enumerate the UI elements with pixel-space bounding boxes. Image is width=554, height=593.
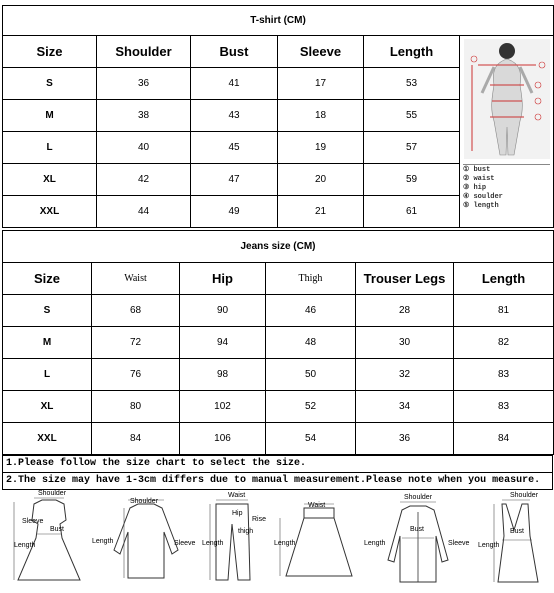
table-cell: 61 [364, 196, 460, 228]
garment-measure-figures [2, 490, 553, 588]
pants-rise-label: Rise [252, 516, 267, 523]
table-cell: 80 [92, 391, 180, 423]
legend-bust: ① bust [463, 166, 491, 174]
table-cell: 40 [97, 132, 191, 164]
table-cell: 84 [454, 423, 554, 455]
table-cell: 42 [97, 164, 191, 196]
table-row [3, 327, 554, 359]
dress-figure [6, 490, 92, 588]
table-cell: 30 [356, 327, 454, 359]
jacket-shoulder-label: Shoulder [404, 494, 433, 501]
table-cell: 20 [278, 164, 364, 196]
table-cell: 43 [191, 100, 278, 132]
tank-figure [476, 490, 553, 588]
tshirt-header-bust: Bust [191, 36, 278, 68]
jeans-size-table [2, 230, 554, 455]
pants-icon [202, 490, 272, 588]
dress-sleeve-label: Sleeve [22, 518, 44, 525]
size-cell: XL [3, 164, 97, 196]
pants-thigh-label: thigh [238, 528, 254, 535]
tshirt-table-title: T-shirt (CM) [3, 6, 554, 36]
sweater-figure [92, 490, 202, 588]
pants-figure [202, 490, 272, 588]
jacket-length-label: Length [364, 540, 386, 547]
skirt-length-label: Length [274, 540, 296, 547]
table-cell: 83 [454, 391, 554, 423]
sweater-shoulder-label: Shoulder [130, 498, 159, 505]
jacket-icon [364, 490, 474, 588]
table-row [3, 391, 554, 423]
table-cell: 44 [97, 196, 191, 228]
table-cell: 41 [191, 68, 278, 100]
note-1: 1.Please follow the size chart to select the size. [3, 456, 552, 473]
table-cell: 55 [364, 100, 460, 132]
table-cell: 28 [356, 295, 454, 327]
size-notes [2, 455, 553, 490]
sweater-sleeve-label: Sleeve [174, 540, 196, 547]
tshirt-header-sleeve: Sleeve [278, 36, 364, 68]
legend-length: ⑤ length [463, 202, 499, 210]
size-cell: XXL [3, 423, 92, 455]
size-cell: M [3, 100, 97, 132]
table-cell: 106 [180, 423, 266, 455]
jeans-header-hip: Hip [180, 263, 266, 295]
tshirt-header-length: Length [364, 36, 460, 68]
size-cell: S [3, 68, 97, 100]
tank-shoulder-label: Shoulder [510, 492, 539, 499]
table-cell: 36 [97, 68, 191, 100]
table-cell: 34 [356, 391, 454, 423]
size-cell: XXL [3, 196, 97, 228]
jeans-table-title: Jeans size (CM) [3, 231, 554, 263]
size-cell: L [3, 359, 92, 391]
note-2: 2.The size may have 1-3cm differs due to manual measurement.Please note when you measure. [3, 473, 552, 490]
table-cell: 102 [180, 391, 266, 423]
legend-shoulder: ④ soulder [463, 193, 503, 201]
table-cell: 46 [266, 295, 356, 327]
dress-length-label: Length [14, 542, 36, 549]
tank-icon [476, 490, 553, 588]
legend-waist: ② waist [463, 175, 495, 183]
dress-icon [6, 490, 92, 588]
jeans-header-trouser-legs: Trouser Legs [356, 263, 454, 295]
sweater-length-label: Length [92, 538, 114, 545]
skirt-waist-label: Waist [308, 502, 326, 509]
table-cell: 72 [92, 327, 180, 359]
table-cell: 47 [191, 164, 278, 196]
skirt-figure [274, 490, 362, 588]
table-cell: 49 [191, 196, 278, 228]
table-cell: 18 [278, 100, 364, 132]
tshirt-header-size: Size [3, 36, 97, 68]
pants-waist-label: Waist [228, 492, 246, 499]
jeans-header-size: Size [3, 263, 92, 295]
legend-hip: ③ hip [463, 184, 487, 192]
jacket-figure [364, 490, 474, 588]
table-cell: 19 [278, 132, 364, 164]
table-cell: 82 [454, 327, 554, 359]
dress-bust-label: Bust [50, 526, 65, 533]
table-cell: 38 [97, 100, 191, 132]
dress-shoulder-label: Shoulder [38, 490, 67, 497]
table-cell: 81 [454, 295, 554, 327]
jacket-bust-label: Bust [410, 526, 425, 533]
table-cell: 83 [454, 359, 554, 391]
body-measure-figure [464, 39, 550, 159]
table-cell: 45 [191, 132, 278, 164]
table-cell: 32 [356, 359, 454, 391]
table-cell: 21 [278, 196, 364, 228]
jeans-header-length: Length [454, 263, 554, 295]
jeans-header-thigh: Thigh [266, 263, 356, 295]
tshirt-size-table [2, 5, 554, 228]
table-cell: 90 [180, 295, 266, 327]
jeans-header-waist: Waist [92, 263, 180, 295]
table-cell: 53 [364, 68, 460, 100]
table-cell: 84 [92, 423, 180, 455]
size-cell: M [3, 327, 92, 359]
table-cell: 57 [364, 132, 460, 164]
table-row [3, 423, 554, 455]
table-cell: 17 [278, 68, 364, 100]
tank-bust-label: Bust [510, 528, 525, 535]
table-cell: 98 [180, 359, 266, 391]
jacket-sleeve-label: Sleeve [448, 540, 470, 547]
table-row [3, 295, 554, 327]
tshirt-header-shoulder: Shoulder [97, 36, 191, 68]
table-row [3, 359, 554, 391]
head-shape [499, 43, 515, 59]
table-cell: 54 [266, 423, 356, 455]
table-cell: 36 [356, 423, 454, 455]
table-cell: 59 [364, 164, 460, 196]
table-cell: 52 [266, 391, 356, 423]
pants-hip-label: Hip [232, 510, 243, 517]
table-cell: 94 [180, 327, 266, 359]
table-cell: 50 [266, 359, 356, 391]
size-cell: S [3, 295, 92, 327]
size-cell: L [3, 132, 97, 164]
size-cell: XL [3, 391, 92, 423]
table-cell: 76 [92, 359, 180, 391]
pants-length-label: Length [202, 540, 224, 547]
table-cell: 68 [92, 295, 180, 327]
table-cell: 48 [266, 327, 356, 359]
tank-length-label: Length [478, 542, 500, 549]
tshirt-measure-diagram [460, 36, 554, 228]
